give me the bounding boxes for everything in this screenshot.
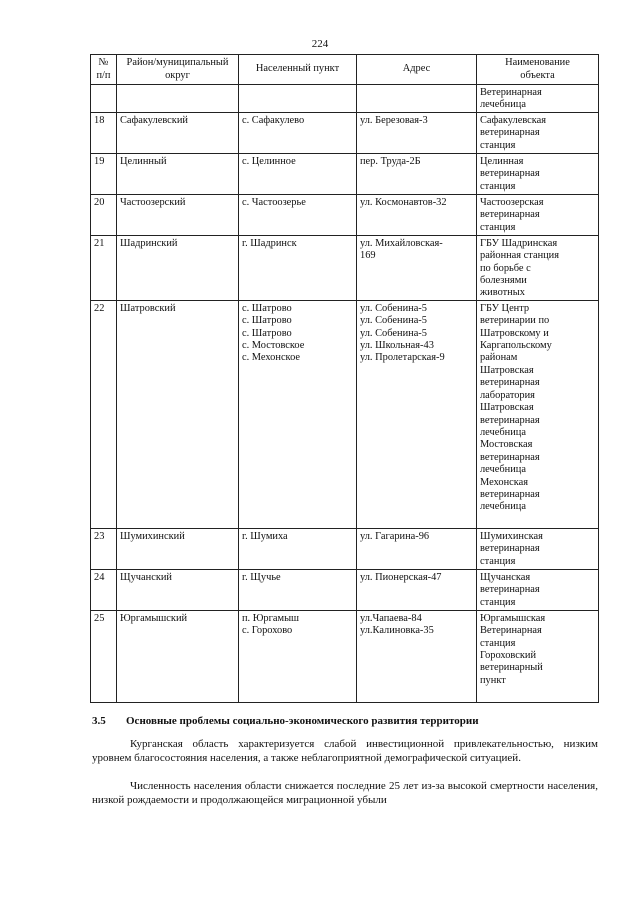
cell-locality [239, 300, 357, 528]
cell-district: Юргамышский [117, 610, 239, 702]
cell-num: 22 [91, 300, 117, 528]
cell-object-line: районная станция [480, 250, 560, 262]
cell-object-line: лечебница [480, 464, 526, 476]
cell-object-line: станция [480, 180, 516, 192]
cell-object-line: Мостовская [480, 439, 533, 451]
cell-address [357, 528, 477, 569]
cell-address-line: ул. Собенина-5 [360, 315, 427, 327]
cell-object-line: ветеринарная [480, 451, 540, 463]
header-object: Наименование объекта [477, 55, 599, 85]
cell-object-line: ветеринарная [480, 377, 540, 389]
cell-locality-line: с. Шатрово [242, 302, 292, 314]
cell-num: 23 [91, 528, 117, 569]
cell-locality-line: с. Шатрово [242, 315, 292, 327]
cell-object-line: Шумихинская [480, 530, 543, 542]
cell-object-line: лечебница [480, 501, 526, 513]
cell-object-line: Шатровская [480, 364, 534, 376]
cell-object-line: ветеринарная [480, 488, 540, 500]
cell-address [357, 194, 477, 235]
section-heading [92, 715, 479, 727]
cell-address-line: ул.Чапаева-84 [360, 612, 422, 624]
cell-object-line: станция [480, 555, 516, 567]
cell-locality-line: с. Горохово [242, 625, 293, 637]
cell-object-line: Сафакулевская [480, 114, 547, 126]
cell-num: 20 [91, 194, 117, 235]
cell-locality-line: с. Мостовское [242, 340, 305, 352]
cell-locality [239, 194, 357, 235]
cell-object-line: Ветеринарная [480, 625, 542, 637]
table-row [91, 528, 599, 569]
cell-address-line: ул. Пролетарская-9 [360, 352, 445, 364]
cell-district: Шумихинский [117, 528, 239, 569]
cell-object-line: ветеринарная [480, 127, 540, 139]
table-row [91, 235, 599, 300]
cell-object-line: ГБУ Центр [480, 302, 530, 314]
cell-object-line: станция [480, 637, 516, 649]
cell-address-line: ул. Гагарина-96 [360, 530, 430, 542]
cell-num: 21 [91, 235, 117, 300]
cell-object-line: ветеринарная [480, 543, 540, 555]
cell-address-line: ул. Березовая-3 [360, 114, 428, 126]
cell-address-line: 169 [360, 250, 376, 262]
cell-num: 18 [91, 112, 117, 153]
cell-address [357, 112, 477, 153]
paragraph: Курганская область характеризуется слабой инвестиционной привлекательностью, низким уровнем благосостояния населения, а также неблагоприятной демографической ситуацией. [92, 738, 598, 764]
paragraph: Численность населения области снижается последние 25 лет из-за высокой смертности населения, низкой рождаемости и продолжающейся миграционной убыли [92, 780, 598, 806]
header-district: Район/муниципальный округ [117, 55, 239, 85]
cell-object-line: Юргамышская [480, 612, 546, 624]
cell-num: 19 [91, 153, 117, 194]
cell-object-line: ветеринарный [480, 662, 543, 674]
cell-object-line: Мехонская [480, 476, 529, 488]
cell-object-line: ветеринарная [480, 584, 540, 596]
cell-locality-line: с. Шатрово [242, 327, 292, 339]
cell-object [477, 610, 599, 702]
cell-object-line: ветеринарная [480, 414, 540, 426]
table-row [91, 569, 599, 610]
cell-object [477, 528, 599, 569]
cell-locality-line: с. Частоозерье [242, 196, 306, 208]
header-num: № п/п [91, 55, 117, 85]
cell-object-line: Шатровская [480, 402, 534, 414]
cell-object-line: лаборатория [480, 389, 535, 401]
table-row [91, 112, 599, 153]
cell-address [357, 235, 477, 300]
cell-object-line: станция [480, 221, 516, 233]
table-row [91, 153, 599, 194]
cell-address [357, 300, 477, 528]
cell-object [477, 194, 599, 235]
cell-address-line: ул. Михайловская- [360, 237, 443, 249]
cell-address [357, 153, 477, 194]
cell-locality-line: г. Шадринск [242, 237, 297, 249]
cell-object-line: лечебница [480, 426, 526, 438]
cell-num: 25 [91, 610, 117, 702]
cell-object-line: Гороховский [480, 650, 537, 662]
cell-address-line: ул. Собенина-5 [360, 327, 427, 339]
cell-object-line: ветеринарная [480, 168, 540, 180]
table-row-continuation [91, 85, 599, 113]
cell-object [477, 153, 599, 194]
section-title: Основные проблемы социально-экономического развития территории [126, 715, 479, 727]
cell-object-line: Каргапольскому [480, 340, 552, 352]
cell-locality [239, 569, 357, 610]
cell-district: Шадринский [117, 235, 239, 300]
table-row [91, 610, 599, 702]
cell-district: Целинный [117, 153, 239, 194]
cell-object [477, 112, 599, 153]
cell-object-line: болезнями [480, 275, 527, 287]
cell-address [357, 569, 477, 610]
cell-object-line: районам [480, 352, 518, 364]
cell-object-line: Целинная [480, 155, 524, 167]
cell-district: Щучанский [117, 569, 239, 610]
cell-locality-line: с. Целинное [242, 155, 296, 167]
cell-locality [239, 235, 357, 300]
cell-object [477, 300, 599, 528]
veterinary-facilities-table [90, 54, 599, 703]
cell-object [477, 235, 599, 300]
page-number: 224 [311, 38, 329, 50]
cell-address-line: пер. Труда-2Б [360, 155, 421, 167]
cell-locality-line: с. Сафакулево [242, 114, 305, 126]
cell-object: Ветеринарная лечебница [477, 85, 599, 113]
cell-object-line: по борьбе с [480, 262, 531, 274]
cell-address-line: ул.Калиновка-35 [360, 625, 434, 637]
cell-district: Частоозерский [117, 194, 239, 235]
cell-object-line: станция [480, 596, 516, 608]
cell-object-line: ветеринарии по [480, 315, 550, 327]
cell-object-line: ветеринарная [480, 209, 540, 221]
table-row [91, 194, 599, 235]
header-locality: Населенный пункт [239, 55, 357, 85]
cell-locality-line: г. Шумиха [242, 530, 288, 542]
cell-address-line: ул. Пионерская-47 [360, 571, 442, 583]
cell-locality-line: г. Щучье [242, 571, 281, 583]
cell-locality [239, 153, 357, 194]
cell-object-line: станция [480, 139, 516, 151]
cell-object [477, 569, 599, 610]
cell-object-line: ГБУ Шадринская [480, 237, 558, 249]
section-number: 3.5 [92, 715, 106, 727]
cell-locality [239, 528, 357, 569]
header-address: Адрес [357, 55, 477, 85]
table-header-row [91, 55, 599, 85]
table-row [91, 300, 599, 528]
cell-object-line: пункт [480, 674, 506, 686]
cell-address [357, 610, 477, 702]
cell-district: Шатровский [117, 300, 239, 528]
cell-locality-line: п. Юргамыш [242, 612, 300, 624]
cell-object-line: Щучанская [480, 571, 531, 583]
cell-object-line: Шатровскому и [480, 327, 549, 339]
cell-locality [239, 610, 357, 702]
cell-num: 24 [91, 569, 117, 610]
cell-address-line: ул. Космонавтов-32 [360, 196, 447, 208]
cell-locality-line: с. Мехонское [242, 352, 301, 364]
cell-address-line: ул. Школьная-43 [360, 340, 434, 352]
cell-district: Сафакулевский [117, 112, 239, 153]
cell-object-line: Частоозерская [480, 196, 544, 208]
cell-address-line: ул. Собенина-5 [360, 302, 427, 314]
cell-locality [239, 112, 357, 153]
cell-object-line: животных [480, 287, 525, 299]
